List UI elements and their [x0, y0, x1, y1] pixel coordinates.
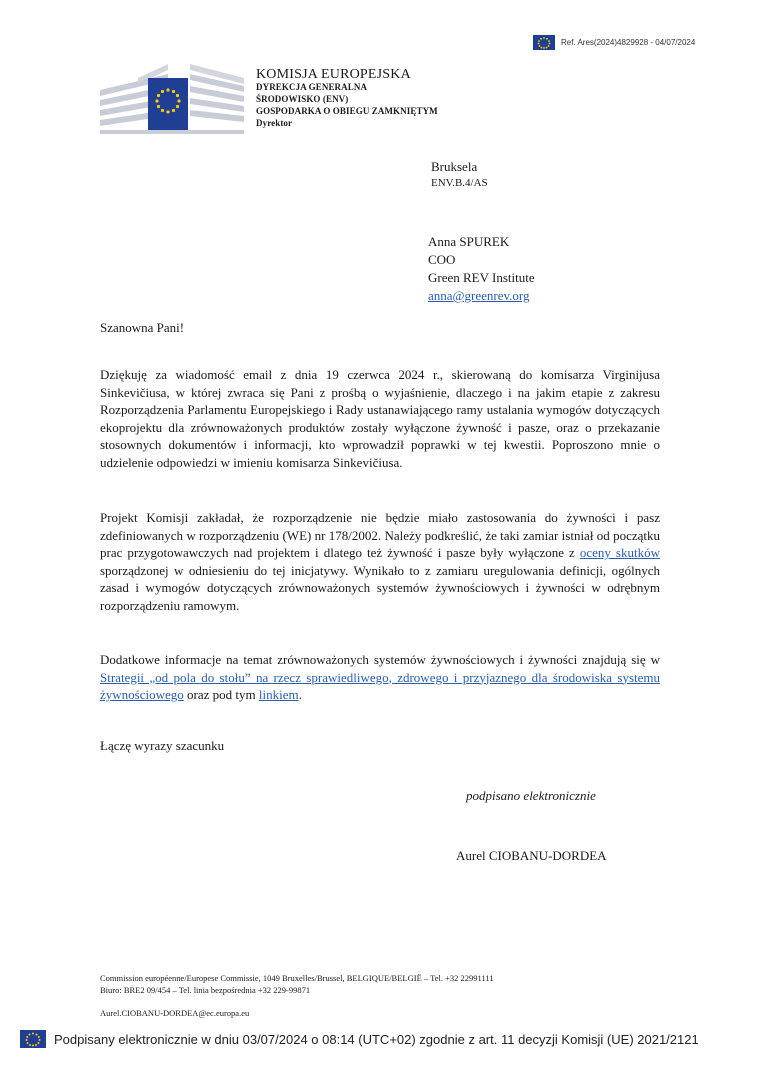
impact-assessment-link[interactable]: oceny skutków — [579, 545, 660, 560]
addressee-name: Anna SPUREK — [428, 234, 510, 249]
dg-line-1: DYREKCJA GENERALNA — [256, 82, 368, 92]
file-reference: ENV.B.4/AS — [431, 177, 488, 189]
farm-to-fork-strategy-link[interactable]: Strategii „od pola do stołu” na rzecz sprawiedliwego, zdrowego i przyjaznego dla środowiska systemu żywnościowego — [100, 669, 660, 702]
paragraph-3 — [100, 651, 660, 704]
dg-line-2: ŚRODOWISKO (ENV) — [256, 94, 349, 104]
salutation: Szanowna Pani! — [100, 320, 185, 335]
paragraph-2 — [100, 509, 660, 614]
footer-email: Aurel.CIOBANU-DORDEA@ec.europa.eu — [100, 1008, 250, 1018]
signer-name: Aurel CIOBANU-DORDEA — [456, 848, 607, 863]
paragraph-3-text-a: Dodatkowe informacje na temat zrównoważonych systemów żywnościowych i żywności znajdują się w — [100, 652, 660, 667]
closing: Łączę wyrazy szacunku — [100, 738, 225, 753]
footer-address — [100, 972, 494, 996]
more-info-link[interactable]: linkiem — [258, 687, 299, 702]
signed-electronically-note: podpisano elektronicznie — [466, 788, 596, 803]
eu-flag-icon — [533, 35, 555, 50]
footer-line-2: Biuro: BRE2 09/454 – Tel. linia bezpośrednia +32 229-99871 — [100, 985, 311, 995]
addressee-title: COO — [428, 252, 456, 267]
electronic-signature-banner — [20, 1030, 699, 1048]
organisation-header — [256, 69, 438, 129]
reference-stamp — [533, 35, 695, 50]
org-name: KOMISJA EUROPEJSKA — [256, 67, 411, 82]
european-commission-logo — [98, 60, 246, 136]
paragraph-2-text-a: Projekt Komisji zakładał, że rozporządzenie nie będzie miało zastosowania do żywności i pasz zdefiniowanych w rozporządzeniu (WE) nr 178/2002. Należy podkreślić, że taki zamiar istniał od początku prac przygotowawczych nad projektem i dlatego też żywność i pasze były wyłączone z — [100, 510, 660, 560]
paragraph-2-text-b: sporządzonej w odniesieniu do tej inicjatywy. Wynikało to z zamiaru uregulowania definicji, ogólnych zasad i wymogów dotyczących zrównoważonych systemów żywnościowych i żywności w odrębnym rozporządzeniu ramowym. — [100, 562, 660, 613]
city: Bruksela — [431, 159, 478, 174]
addressee-email-link[interactable]: anna@greenrev.org — [428, 288, 530, 303]
electronic-signature-text: Podpisany elektronicznie w dniu 03/07/2024 o 08:14 (UTC+02) zgodnie z art. 11 decyzji Komisji (UE) 2021/2121 — [54, 1031, 699, 1047]
place-block — [431, 158, 488, 192]
addressee-organisation: Green REV Institute — [428, 270, 535, 285]
unit-name: GOSPODARKA O OBIEGU ZAMKNIĘTYM — [256, 106, 438, 116]
paragraph-3-text-b: oraz pod tym — [183, 687, 259, 702]
addressee-block — [428, 233, 535, 305]
role-label: Dyrektor — [256, 118, 293, 128]
paragraph-3-text-c: . — [298, 687, 302, 702]
footer-line-1: Commission européenne/Europese Commissie, 1049 Bruxelles/Brussel, BELGIQUE/BELGIË – Tel. +32 22991111 — [100, 973, 494, 983]
paragraph-1: Dziękuję za wiadomość email z dnia 19 czerwca 2024 r., skierowaną do komisarza Virginijusa Sinkevičiusa, w której zwraca się Pani z prośbą o wyjaśnienie, dlaczego i na jakim etapie z zakresu Rozporządzenia Parlamentu Europejskiego i Rady ustanawiającego ramy ustalania wymogów dotyczących ekoprojektu dla zrównoważonych produktów zostały wyłączone żywność i pasze, oraz o przekazanie stosownych dokumentów i informacji, kto wprowadził poprawki w tej kwestii. Poproszono mnie o udzielenie odpowiedzi w imieniu komisarza Sinkevičiusa. — [100, 367, 660, 470]
reference-text: Ref. Ares(2024)4829928 - 04/07/2024 — [561, 38, 696, 47]
eu-flag-icon — [20, 1030, 46, 1048]
